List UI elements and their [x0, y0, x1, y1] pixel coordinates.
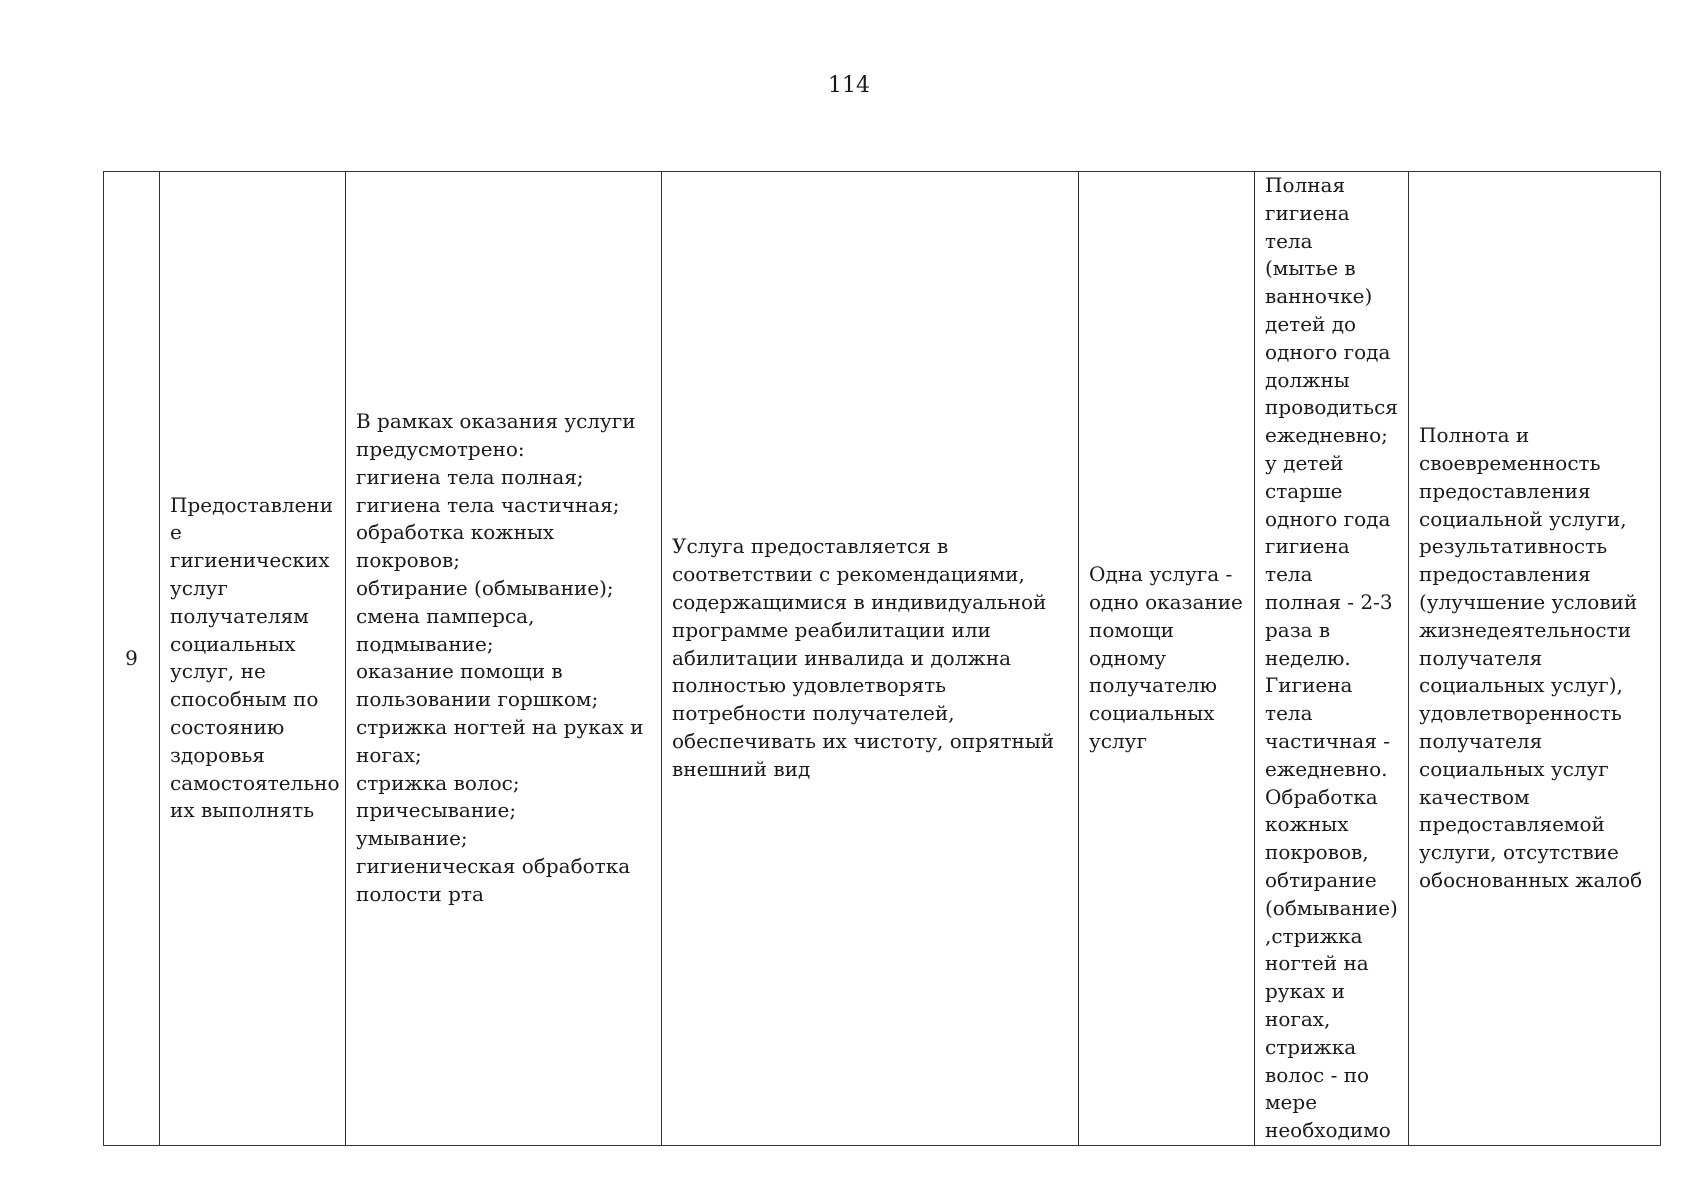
service-content-cell: В рамках оказания услуги предусмотрено: гигиена тела полная; гигиена тела частичная; обработка кожных покровов; обтирание (обмывание); смена памперса, подмывание; оказание помощи в пользовании горшком; стрижка ногтей на руках и ногах; стрижка волос; причесывание; умывание; гигиеническая обработка полости рта	[346, 172, 662, 1146]
services-table	[103, 171, 1661, 1146]
conditions-cell: Услуга предоставляется в соответствии с рекомендациями, содержащимися в индивидуальной программе реабилитации или абилитации инвалида и должна полностью удовлетворять потребности получателей, обеспечивать их чистоту, опрятный внешний вид	[662, 172, 1079, 1146]
frequency-cell: Полная гигиена тела (мытье в ванночке) детей до одного года должны проводиться ежедневно; у детей старше одного года гигиена тела полная - 2-3 раза в неделю. Гигиена тела частичная - ежедневно. Обработка кожных покровов, обтирание (обмывание) ,стрижка ногтей на руках и ногах, стрижка волос - по мере необходимо	[1255, 172, 1409, 1146]
unit-cell: Одна услуга - одно оказание помощи одному получателю социальных услуг	[1079, 172, 1255, 1146]
table-row	[104, 172, 1661, 1146]
row-number-cell: 9	[104, 172, 160, 1146]
page-number: 114	[828, 73, 870, 98]
service-name-cell: Предоставлени е гигиенических услуг получателям социальных услуг, не способным по состоянию здоровья самостоятельно их выполнять	[160, 172, 346, 1146]
quality-criteria-cell: Полнота и своевременность предоставления социальной услуги, результативность предоставления (улучшение условий жизнедеятельности получателя социальных услуг), удовлетворенность получателя социальных услуг качеством предоставляемой услуги, отсутствие обоснованных жалоб	[1409, 172, 1661, 1146]
